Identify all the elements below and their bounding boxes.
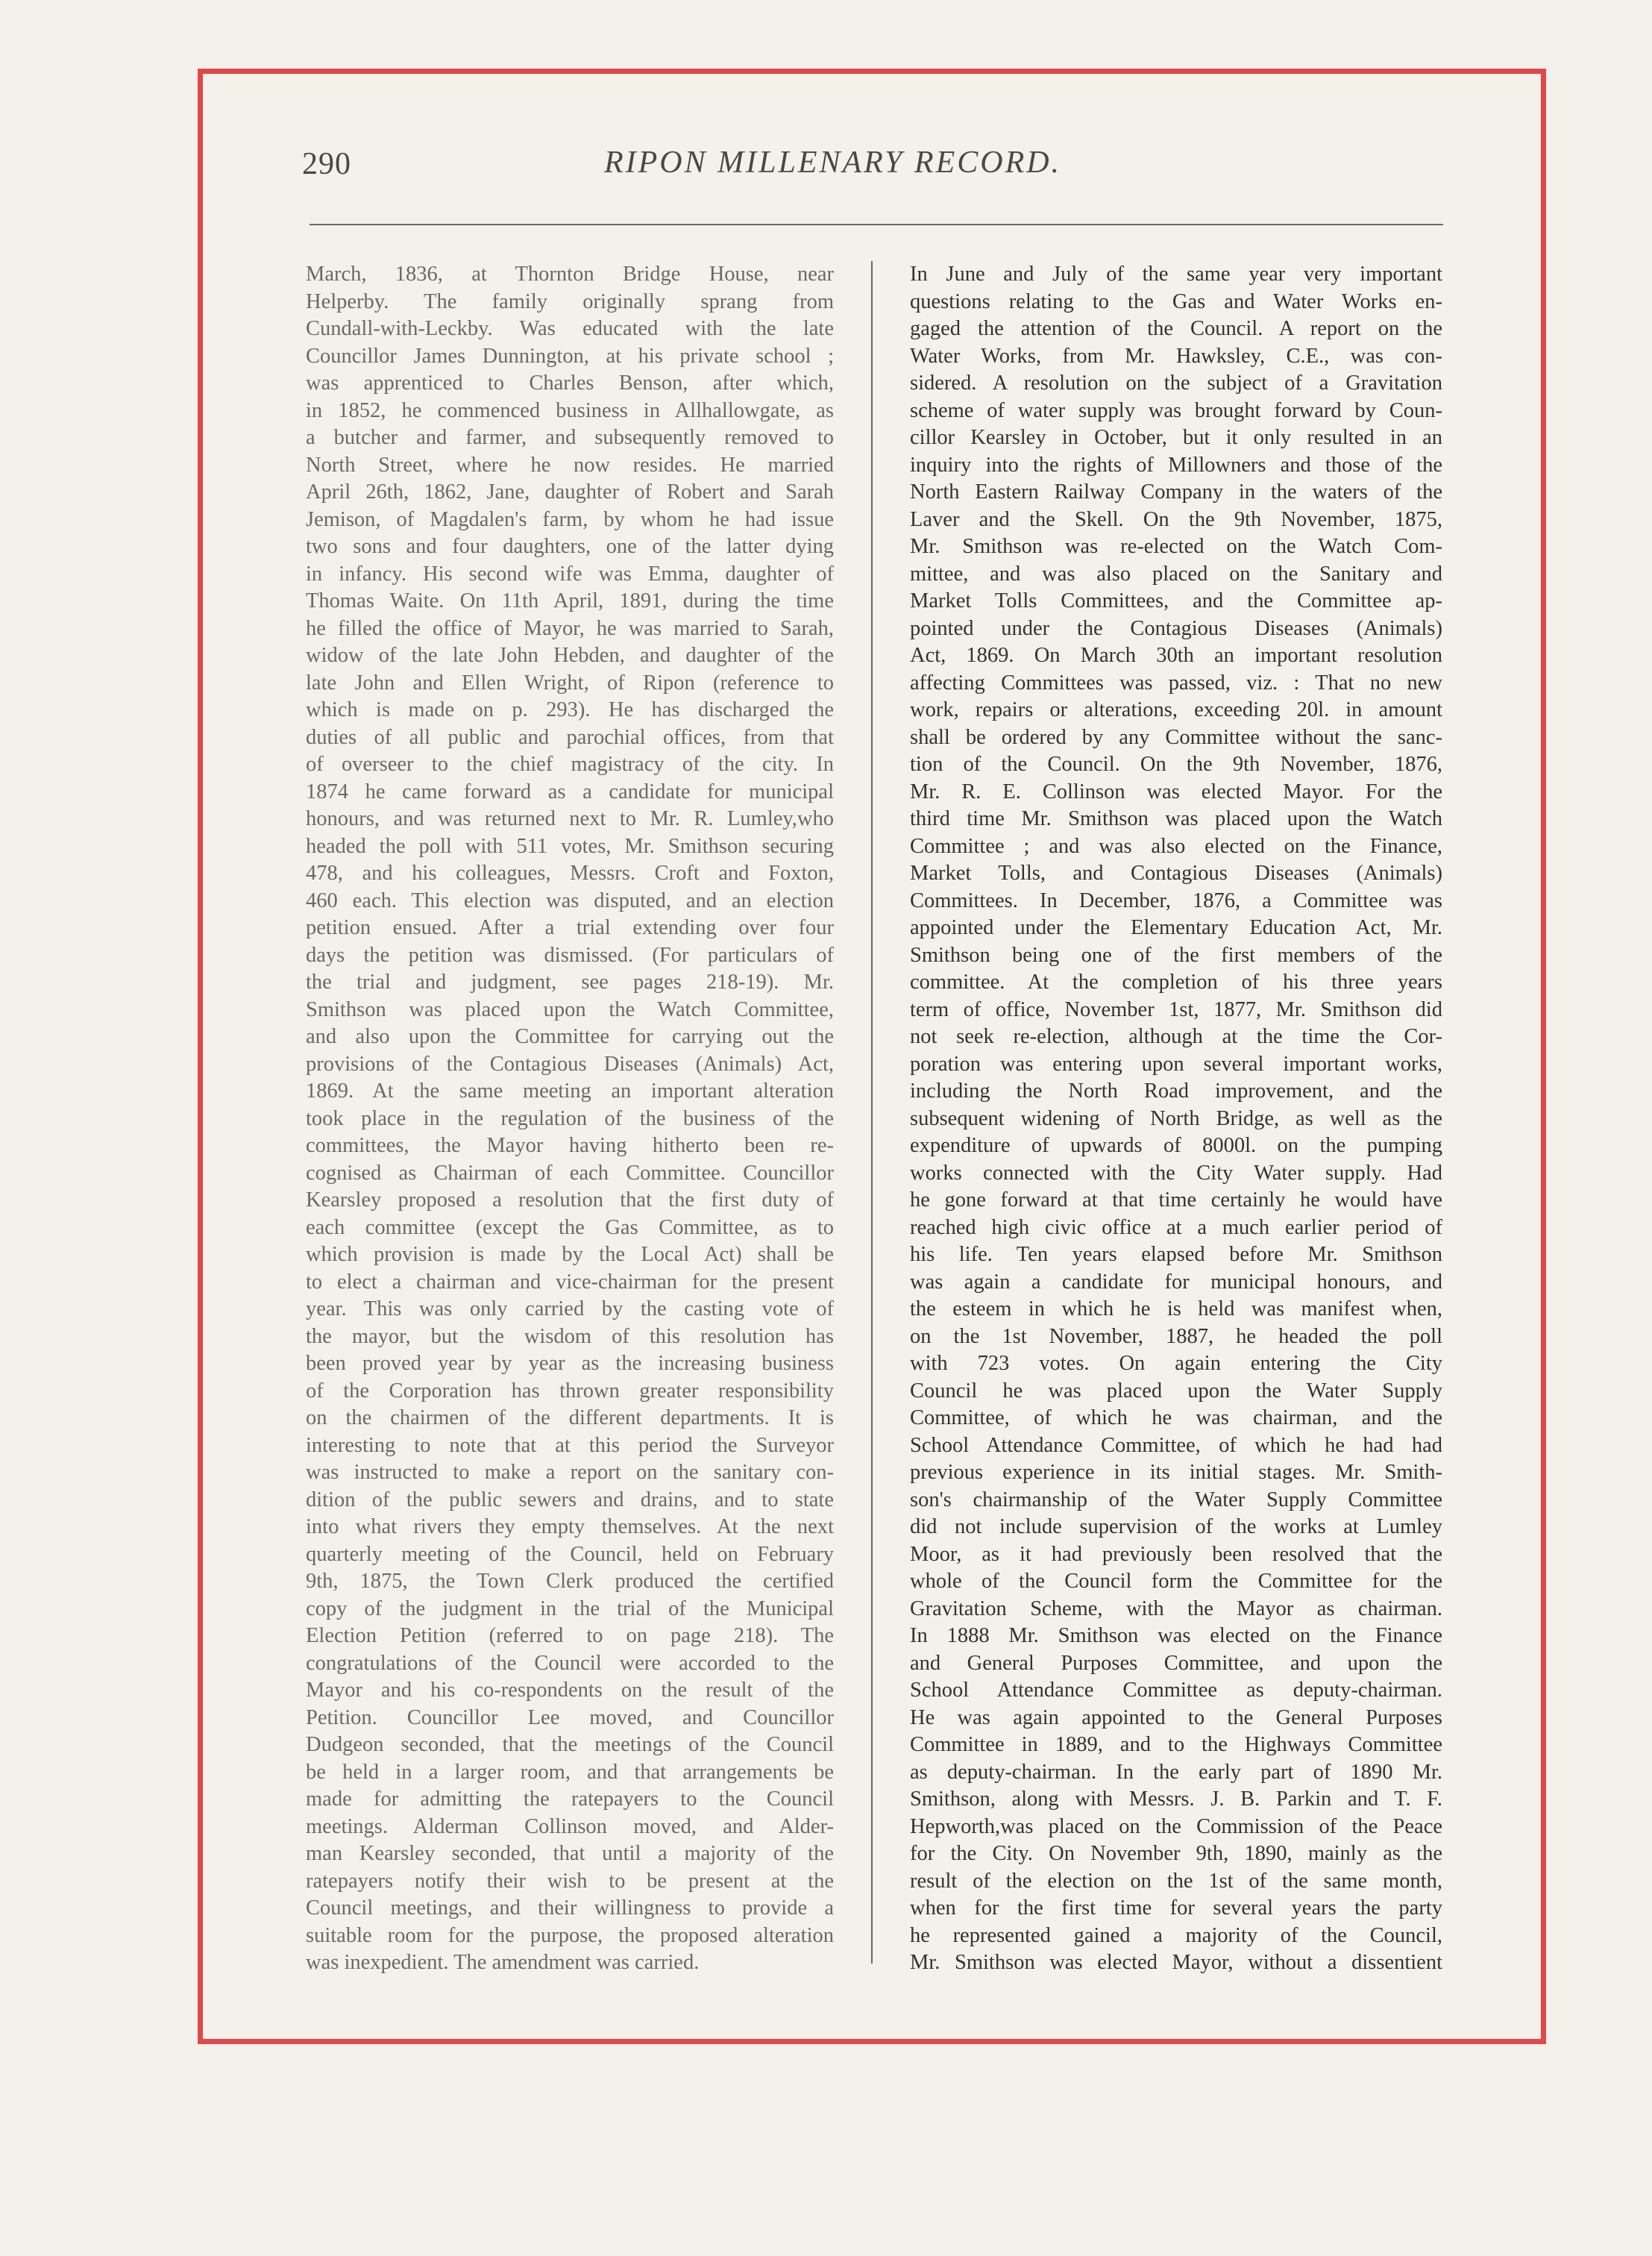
text-line: 460 each. This election was disputed, and an election	[306, 889, 834, 912]
text-line: son's chairmanship of the Water Supply Committee	[910, 1488, 1442, 1511]
text-line: works connected with the City Water supply. Had	[910, 1161, 1442, 1185]
text-line: appointed under the Elementary Education Act, Mr.	[910, 916, 1442, 939]
text-line: copy of the judgment in the trial of the Municipal	[306, 1597, 834, 1620]
text-line: April 26th, 1862, Jane, daughter of Robert and Sarah	[306, 480, 834, 504]
text-line: shall be ordered by any Committee without the sanc-	[910, 725, 1442, 749]
text-line: questions relating to the Gas and Water Works en-	[910, 289, 1442, 313]
text-line: 1874 he came forward as a candidate for municipal	[306, 780, 834, 803]
text-line: mittee, and was also placed on the Sanitary and	[910, 562, 1442, 586]
text-line: the trial and judgment, see pages 218-19). Mr.	[306, 971, 834, 994]
text-line: quarterly meeting of the Council, held on February	[306, 1542, 834, 1566]
text-line: not seek re-election, although at the time the Cor-	[910, 1025, 1442, 1048]
text-line: In June and July of the same year very important	[910, 263, 1442, 286]
text-line: duties of all public and parochial offices, from that	[306, 725, 834, 749]
text-line: Mr. Smithson was re-elected on the Watch Com-	[910, 535, 1442, 558]
text-line: scheme of water supply was brought forward by Coun-	[910, 398, 1442, 422]
header-rule	[310, 224, 1443, 225]
text-line: cillor Kearsley in October, but it only resulted in an	[910, 426, 1442, 449]
text-line: work, repairs or alterations, exceeding 20l. in amount	[910, 698, 1442, 721]
text-line: whole of the Council form the Committee for the	[910, 1570, 1442, 1593]
text-line: each committee (except the Gas Committee, as to	[306, 1215, 834, 1239]
text-line: inquiry into the rights of Millowners and those of the	[910, 453, 1442, 477]
text-line: Smithson was placed upon the Watch Committee,	[306, 997, 834, 1021]
text-line: Market Tolls, and Contagious Diseases (Animals)	[910, 862, 1442, 885]
text-line: was again a candidate for municipal honours, and	[910, 1270, 1442, 1294]
text-line: suitable room for the purpose, the proposed alteration	[306, 1923, 834, 1947]
text-line: headed the poll with 511 votes, Mr. Smithson securing	[306, 834, 834, 858]
text-line: North Street, where he now resides. He married	[306, 453, 834, 477]
text-line: Mayor and his co-respondents on the result of the	[306, 1679, 834, 1702]
text-line: 478, and his colleagues, Messrs. Croft and Foxton,	[306, 862, 834, 885]
text-line: man Kearsley seconded, that until a majority of the	[306, 1842, 834, 1865]
text-line: which is made on p. 293). He has discharged the	[306, 698, 834, 721]
text-line: expenditure of upwards of 8000l. on the pumping	[910, 1134, 1442, 1157]
text-line: term of office, November 1st, 1877, Mr. Smithson did	[910, 997, 1442, 1021]
text-line: committees, the Mayor having hitherto been re-	[306, 1134, 834, 1157]
text-line: result of the election on the 1st of the same month,	[910, 1869, 1442, 1893]
text-line: Cundall-with-Leckby. Was educated with the late	[306, 317, 834, 340]
left-column	[306, 261, 834, 1977]
text-line: previous experience in its initial stages. Mr. Smith-	[910, 1461, 1442, 1484]
text-line: for the City. On November 9th, 1890, mainly as the	[910, 1842, 1442, 1865]
column-divider	[871, 261, 873, 1964]
text-line: been proved year by year as the increasing business	[306, 1352, 834, 1375]
text-line: Election Petition (referred to on page 218). The	[306, 1624, 834, 1647]
text-line: widow of the late John Hebden, and daughter of the	[306, 644, 834, 667]
right-column	[910, 261, 1442, 1977]
text-line: Mr. R. E. Collinson was elected Mayor. For the	[910, 780, 1442, 803]
text-line: Helperby. The family originally sprang from	[306, 289, 834, 313]
text-line: committee. At the completion of his three years	[910, 971, 1442, 994]
text-line: Smithson, along with Messrs. J. B. Parkin and T. F.	[910, 1787, 1442, 1811]
text-line: Committees. In December, 1876, a Committee was	[910, 889, 1442, 912]
text-line: pointed under the Contagious Diseases (Animals)	[910, 616, 1442, 640]
text-line: Petition. Councillor Lee moved, and Councillor	[306, 1705, 834, 1729]
text-line: Water Works, from Mr. Hawksley, C.E., was con-	[910, 344, 1442, 368]
text-line: including the North Road improvement, and the	[910, 1080, 1442, 1103]
text-line: of overseer to the chief magistracy of the city. In	[306, 753, 834, 776]
text-line: and also upon the Committee for carrying out the	[306, 1025, 834, 1048]
text-line: the esteem in which he is held was manifest when,	[910, 1297, 1442, 1320]
text-line: petition ensued. After a trial extending over four	[306, 916, 834, 939]
text-line: days the petition was dismissed. (For particulars of	[306, 943, 834, 967]
text-line: tion of the Council. On the 9th November, 1876,	[910, 753, 1442, 776]
text-line: of the Corporation has thrown greater responsibility	[306, 1379, 834, 1403]
text-line: year. This was only carried by the casting vote of	[306, 1297, 834, 1320]
text-line: 9th, 1875, the Town Clerk produced the certified	[306, 1570, 834, 1593]
text-line: Smithson being one of the first members of the	[910, 943, 1442, 967]
text-line: congratulations of the Council were accorded to the	[306, 1651, 834, 1675]
text-line: did not include supervision of the works at Lumley	[910, 1515, 1442, 1538]
text-line: Council he was placed upon the Water Supply	[910, 1379, 1442, 1403]
text-line: honours, and was returned next to Mr. R. Lumley,who	[306, 807, 834, 830]
text-line: School Attendance Committee as deputy-chairman.	[910, 1679, 1442, 1702]
text-line: In 1888 Mr. Smithson was elected on the Finance	[910, 1624, 1442, 1647]
text-line: sidered. A resolution on the subject of a Gravitation	[910, 372, 1442, 395]
text-line: made for admitting the ratepayers to the Council	[306, 1787, 834, 1811]
text-line: North Eastern Railway Company in the waters of the	[910, 480, 1442, 504]
text-line: was apprenticed to Charles Benson, after which,	[306, 372, 834, 395]
text-line: 1869. At the same meeting an important alteration	[306, 1080, 834, 1103]
text-line: cognised as Chairman of each Committee. Councillor	[306, 1161, 834, 1185]
text-line: was instructed to make a report on the sanitary con-	[306, 1461, 834, 1484]
text-line: and General Purposes Committee, and upon the	[910, 1651, 1442, 1675]
text-line: Gravitation Scheme, with the Mayor as chairman.	[910, 1597, 1442, 1620]
text-line: gaged the attention of the Council. A report on the	[910, 317, 1442, 340]
text-line: when for the first time for several years the party	[910, 1896, 1442, 1920]
text-line: Laver and the Skell. On the 9th November, 1875,	[910, 507, 1442, 531]
text-line: Market Tolls Committees, and the Committee ap-	[910, 589, 1442, 612]
text-line: reached high civic office at a much earlier period of	[910, 1215, 1442, 1239]
text-line: in infancy. His second wife was Emma, daughter of	[306, 562, 834, 586]
text-line: meetings. Alderman Collinson moved, and Alder-	[306, 1814, 834, 1838]
text-line: as deputy-chairman. In the early part of 1890 Mr.	[910, 1760, 1442, 1784]
text-line: subsequent widening of North Bridge, as well as the	[910, 1106, 1442, 1130]
text-line: Committee ; and was also elected on the Finance,	[910, 834, 1442, 858]
page-number: 290	[302, 147, 351, 181]
text-line: School Attendance Committee, of which he had had	[910, 1433, 1442, 1457]
text-line: on the chairmen of the different departments. It is	[306, 1406, 834, 1429]
text-line: dition of the public sewers and drains, and to state	[306, 1488, 834, 1511]
text-line: with 723 votes. On again entering the City	[910, 1352, 1442, 1375]
text-line: he filled the office of Mayor, he was married to Sarah,	[306, 616, 834, 640]
text-line: Council meetings, and their willingness to provide a	[306, 1896, 834, 1920]
text-line: a butcher and farmer, and subsequently removed to	[306, 426, 834, 449]
text-line: he gone forward at that time certainly he would have	[910, 1188, 1442, 1212]
text-line: Committee in 1889, and to the Highways Committee	[910, 1733, 1442, 1756]
text-line: two sons and four daughters, one of the latter dying	[306, 535, 834, 558]
text-line: in 1852, he commenced business in Allhallowgate, as	[306, 398, 834, 422]
text-line: be held in a larger room, and that arrangements be	[306, 1760, 834, 1784]
text-line: third time Mr. Smithson was placed upon the Watch	[910, 807, 1442, 830]
text-line: he represented gained a majority of the Council,	[910, 1923, 1442, 1947]
text-line: Kearsley proposed a resolution that the first duty of	[306, 1188, 834, 1212]
text-line: which provision is made by the Local Act) shall be	[306, 1243, 834, 1266]
text-line: March, 1836, at Thornton Bridge House, near	[306, 263, 834, 286]
text-line: Mr. Smithson was elected Mayor, without a dissentient	[910, 1951, 1442, 1974]
text-line: provisions of the Contagious Diseases (Animals) Act,	[306, 1052, 834, 1076]
text-line: took place in the regulation of the business of the	[306, 1106, 834, 1130]
text-line: Act, 1869. On March 30th an important resolution	[910, 644, 1442, 667]
text-line: ratepayers notify their wish to be present at the	[306, 1869, 834, 1893]
text-line: the mayor, but the wisdom of this resolution has	[306, 1324, 834, 1348]
text-line: He was again appointed to the General Purposes	[910, 1705, 1442, 1729]
text-line: to elect a chairman and vice-chairman for the present	[306, 1270, 834, 1294]
text-line: affecting Committees was passed, viz. : That no new	[910, 671, 1442, 695]
text-line: Committee, of which he was chairman, and the	[910, 1406, 1442, 1429]
text-line: his life. Ten years elapsed before Mr. Smithson	[910, 1243, 1442, 1266]
text-line: Councillor James Dunnington, at his private school ;	[306, 344, 834, 368]
text-line: Dudgeon seconded, that the meetings of the Council	[306, 1733, 834, 1756]
text-line: interesting to note that at this period the Surveyor	[306, 1433, 834, 1457]
text-line: late John and Ellen Wright, of Ripon (reference to	[306, 671, 834, 695]
text-line: on the 1st November, 1887, he headed the poll	[910, 1324, 1442, 1348]
text-line: was inexpedient. The amendment was carried.	[306, 1951, 700, 1974]
text-line: poration was entering upon several important works,	[910, 1052, 1442, 1076]
text-line: Moor, as it had previously been resolved that the	[910, 1542, 1442, 1566]
text-line: into what rivers they empty themselves. At the next	[306, 1515, 834, 1538]
text-line: Jemison, of Magdalen's farm, by whom he had issue	[306, 507, 834, 531]
text-line: Thomas Waite. On 11th April, 1891, during the time	[306, 589, 834, 612]
running-title: RIPON MILLENARY RECORD.	[604, 145, 1062, 180]
text-line: Hepworth,was placed on the Commission of the Peace	[910, 1814, 1442, 1838]
